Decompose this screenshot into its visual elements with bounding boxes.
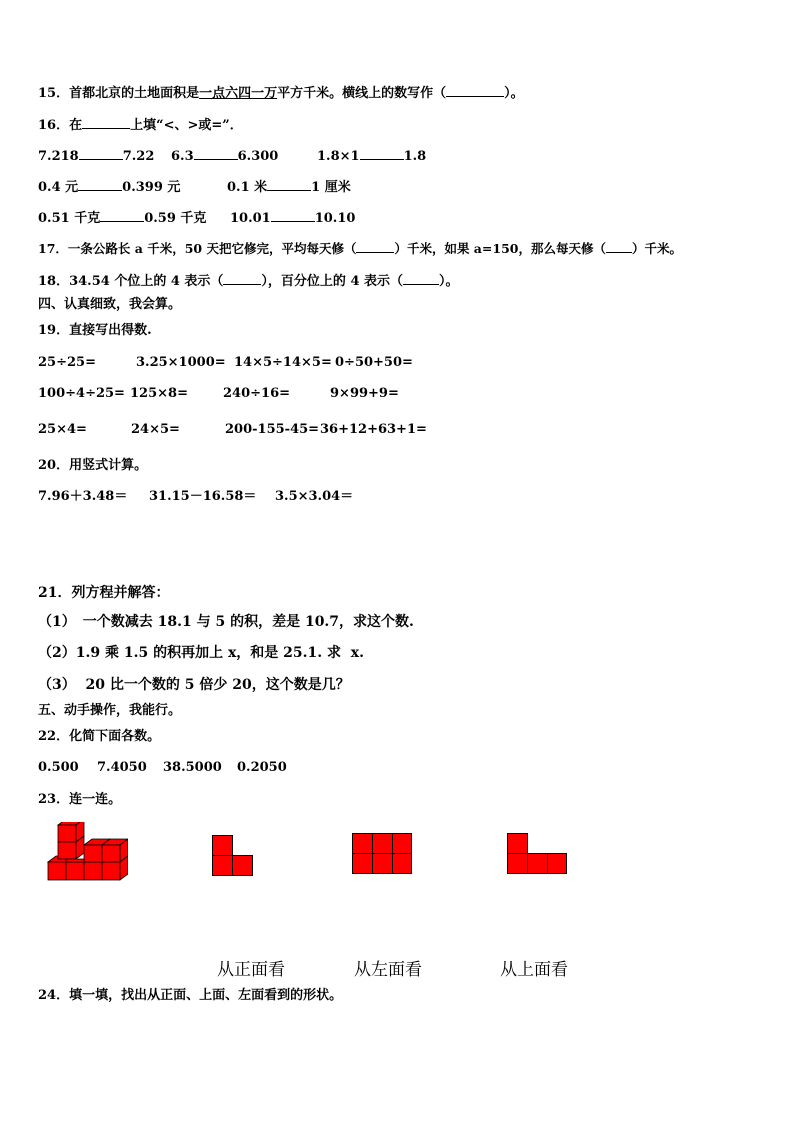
answer-blank	[78, 178, 122, 191]
answer-blank	[194, 147, 238, 160]
question-17: 17．一条公路长 a 千米，50 天把它修完，平均每天修（ ）千米，如果 a=150，那么每天修（ ）千米。	[38, 241, 682, 256]
answer-blank	[446, 84, 504, 97]
answer-blank	[271, 209, 315, 222]
question-22-title: 22．化简下面各数。	[38, 729, 161, 744]
equation-item-2: （2）1.9 乘 1.5 的积再加上 x，和是 25.1. 求 x.	[38, 645, 364, 661]
answer-blank	[100, 209, 144, 222]
equation-item-3: （3） 20 比一个数的 5 倍少 20，这个数是几？	[38, 677, 350, 693]
view-square	[392, 853, 412, 874]
question-20-title: 20．用竖式计算。	[38, 458, 148, 473]
answer-blank	[82, 116, 130, 129]
view-shape-b	[352, 833, 412, 875]
view-square	[372, 833, 393, 854]
answer-blank	[223, 272, 261, 285]
view-shape-a	[212, 835, 254, 876]
caption-top-view: 从上面看	[500, 960, 568, 980]
question-18: 18．34.54 个位上的 4 表示（ ），百分位上的 4 表示（ ）。	[38, 274, 459, 289]
answer-blank	[356, 240, 394, 253]
question-16-head: 16．在 上填“<、>或=”．	[38, 118, 243, 133]
caption-front-view: 从正面看	[217, 960, 285, 980]
question-15: 15．首都北京的土地面积是一点六四一万平方千米。横线上的数写作（ ）。	[38, 86, 524, 101]
answer-blank	[267, 178, 311, 191]
answer-blank	[79, 147, 123, 160]
view-square	[507, 833, 528, 854]
answer-blank	[360, 147, 404, 160]
view-square	[507, 853, 528, 874]
view-square	[527, 853, 548, 874]
question-23-title: 23．连一连。	[38, 792, 122, 807]
view-square	[212, 835, 233, 856]
view-shape-c	[507, 833, 567, 874]
caption-left-view: 从左面看	[354, 960, 422, 980]
view-square	[547, 853, 567, 874]
view-square	[372, 853, 393, 874]
cube-stack-figure	[44, 822, 128, 884]
equation-item-1: （1） 一个数减去 18.1 与 5 的积，差是 10.7，求这个数.	[38, 614, 414, 630]
view-square	[232, 855, 253, 876]
question-21-title: 21．列方程并解答：	[38, 585, 170, 601]
view-square	[392, 833, 412, 854]
section-4-heading: 四、认真细致，我会算。	[38, 297, 182, 312]
question-19-title: 19．直接写出得数.	[38, 323, 152, 338]
view-square	[352, 833, 373, 854]
view-square	[352, 853, 373, 874]
answer-blank	[606, 240, 632, 253]
question-24-title: 24．填一填，找出从正面、上面、左面看到的形状。	[38, 988, 343, 1003]
section-5-heading: 五、动手操作，我能行。	[38, 703, 182, 718]
underlined-phrase: 一点六四一万	[199, 86, 278, 101]
answer-blank	[403, 272, 439, 285]
view-square	[212, 855, 233, 876]
